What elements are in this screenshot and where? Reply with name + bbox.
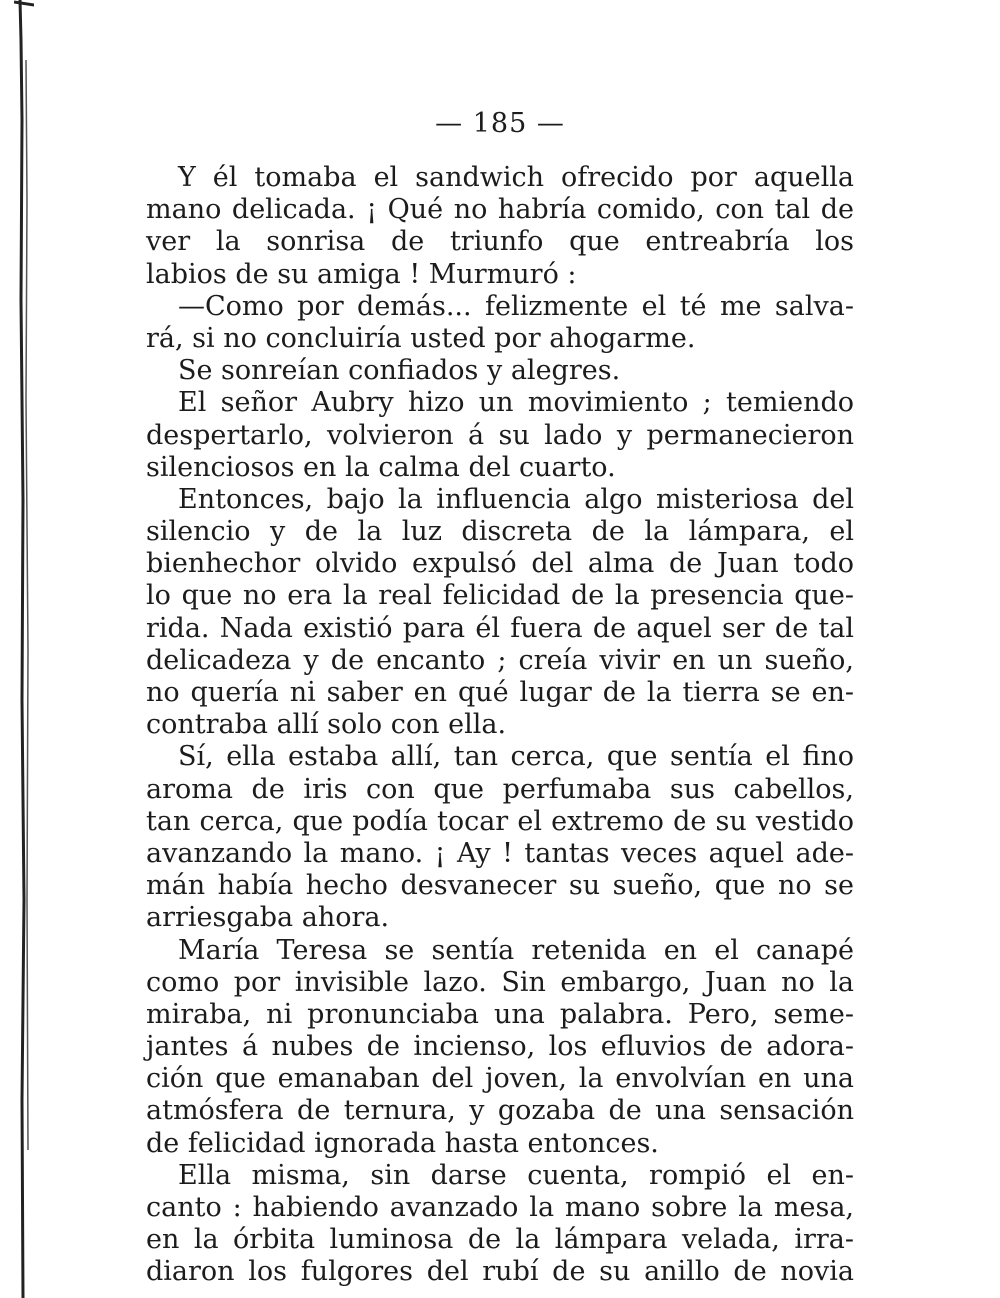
text-line: despertarlo, volvieron á su lado y permanecieron [146, 419, 854, 451]
text-line: arriesgaba ahora. [146, 902, 390, 934]
text-line: María Teresa se sentía retenida en el canapé [178, 934, 854, 966]
text-line: en la órbita luminosa de la lámpara velada, irra- [146, 1224, 854, 1256]
text-line: tan cerca, que podía tocar el extremo de su vestido [146, 805, 854, 837]
text-line: lo que no era la real felicidad de la presencia que- [146, 580, 854, 612]
text-line: no quería ni saber en qué lugar de la tierra se en- [146, 677, 854, 708]
text-line: ver la sonrisa de triunfo que entreabría los [146, 226, 854, 258]
text-line: rá, si no concluiría usted por ahogarme. [146, 322, 696, 354]
text-line: jantes á nubes de incienso, los efluvios de adora- [146, 1031, 854, 1063]
text-line: avanzando la mano. ¡ Ay ! tantas veces aquel ade- [146, 837, 854, 869]
text-line: mano delicada. ¡ Qué no habría comido, con tal de [146, 194, 854, 226]
text-line: contraba allí solo con ella. [146, 709, 507, 741]
text-line: mán había hecho desvanecer su sueño, que no se [146, 870, 854, 902]
text-line: diaron los fulgores del rubí de su anillo de novia [146, 1256, 854, 1288]
page-number: — 185 — [435, 108, 565, 139]
text-line: canto : habiendo avanzado la mano sobre la mesa, [146, 1192, 854, 1223]
text-line: Entonces, bajo la influencia algo misteriosa del [178, 483, 854, 515]
text-line: como por invisible lazo. Sin embargo, Juan no la [146, 966, 854, 998]
text-line: Ella misma, sin darse cuenta, rompió el en- [178, 1159, 854, 1191]
body-text [146, 162, 854, 1289]
text-line: silenciosos en la calma del cuarto. [146, 451, 616, 483]
binding-edge [14, 0, 34, 1298]
text-line: Se sonreían confiados y alegres. [178, 355, 621, 387]
text-line: aroma de iris con que perfumaba sus cabellos, [146, 773, 854, 805]
text-line: rida. Nada existió para él fuera de aquel ser de tal [146, 612, 854, 644]
text-line: Y él tomaba el sandwich ofrecido por aquella [178, 162, 854, 193]
text-line: de felicidad ignorada hasta entonces. [146, 1127, 659, 1159]
text-line: miraba, ni pronunciaba una palabra. Pero, seme- [146, 998, 854, 1030]
text-line: silencio y de la luz discreta de la lámpara, el [146, 516, 854, 548]
text-line: ción que emanaban del joven, la envolvían en una [146, 1063, 854, 1095]
text-line: delicadeza y de encanto ; creía vivir en un sueño, [146, 644, 854, 676]
text-line: labios de su amiga ! Murmuró : [146, 258, 577, 290]
text-line: Sí, ella estaba allí, tan cerca, que sentía el fino [178, 741, 854, 773]
text-line: El señor Aubry hizo un movimiento ; temiendo [178, 387, 854, 419]
text-line: bienhechor olvido expulsó del alma de Juan todo [146, 548, 854, 580]
text-line: atmósfera de ternura, y gozaba de una sensación [146, 1095, 854, 1127]
text-line: —Como por demás... felizmente el té me salva- [178, 290, 854, 322]
